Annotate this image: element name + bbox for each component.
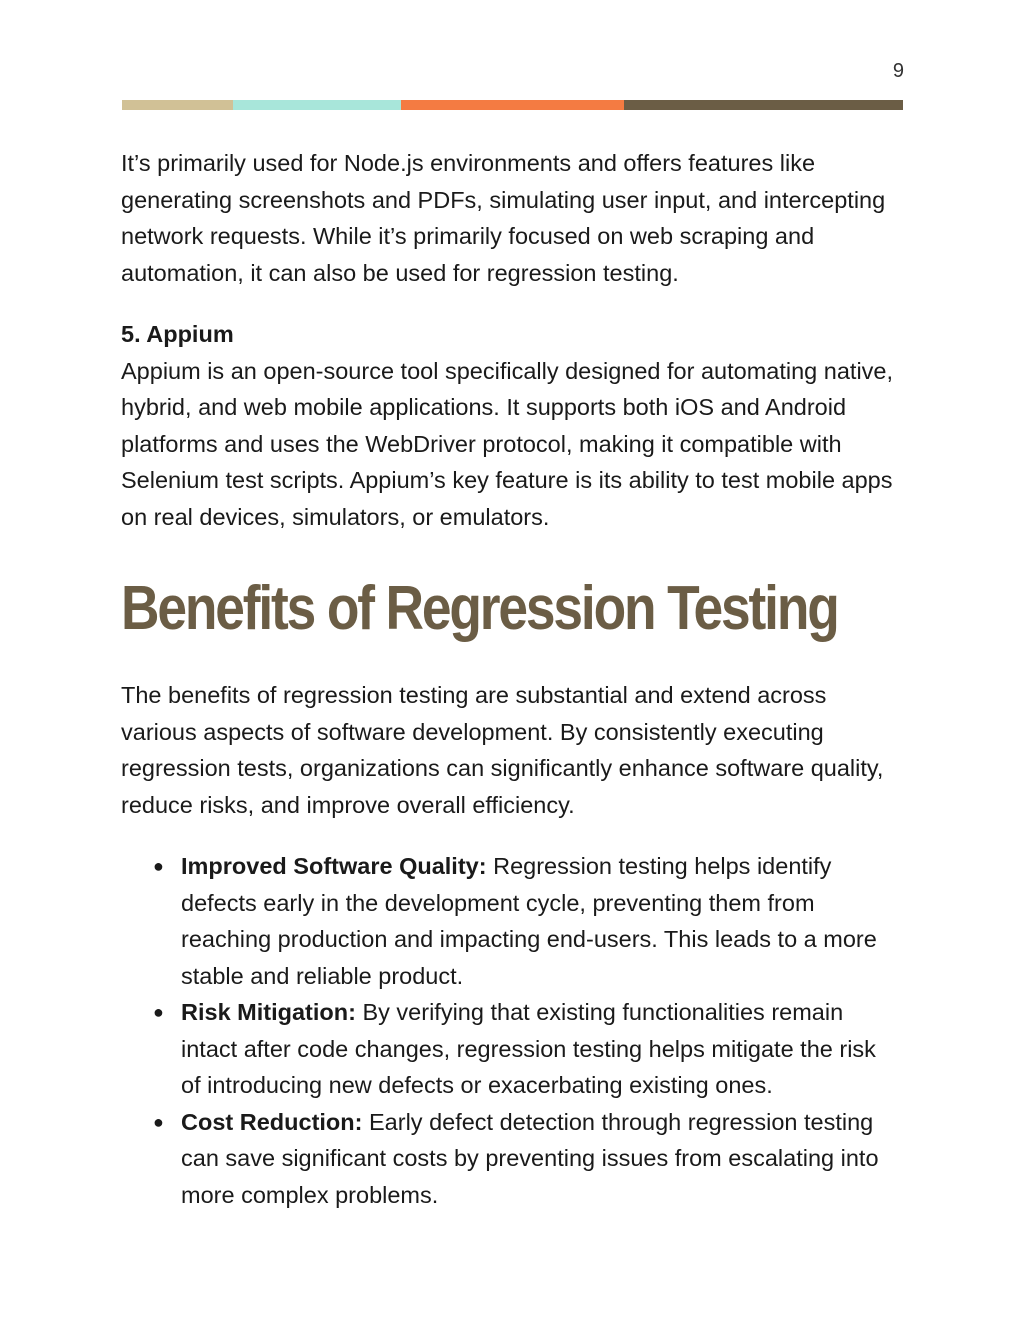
list-item (121, 848, 901, 994)
benefit-description: Early defect detection through regression testing can save significant costs by preventing issues from escalating into more complex problems. (181, 1108, 879, 1208)
appium-heading: 5. Appium (121, 321, 234, 347)
benefits-list (121, 848, 901, 1213)
page-content (121, 145, 901, 1213)
color-bar-segment-brown (624, 100, 903, 110)
benefit-description: Regression testing helps identify defects early in the development cycle, preventing them from reaching production and impacting end-users. This leads to a more stable and reliable product. (181, 853, 877, 989)
benefit-term: Risk Mitigation: (181, 999, 356, 1025)
decorative-color-bar (122, 100, 903, 110)
color-bar-segment-tan (122, 100, 233, 110)
color-bar-segment-orange (401, 100, 624, 110)
benefits-intro-paragraph: The benefits of regression testing are substantial and extend across various aspects of software development. By consistently executing regression tests, organizations can significantly enhance software quality, reduce risks, and improve overall efficiency. (121, 682, 884, 818)
page-number: 9 (892, 60, 904, 82)
benefit-term: Improved Software Quality: (181, 853, 487, 879)
bullet-icon: ● (153, 1111, 164, 1132)
intro-paragraph: It’s primarily used for Node.js environments and offers features like generating screenshots and PDFs, simulating user input, and intercepting network requests. While it’s primarily focused on web scraping and automation, it can also be used for regression testing. (121, 150, 886, 286)
benefits-heading: Benefits of Regression Testing (121, 574, 838, 643)
bullet-icon: ● (153, 856, 164, 876)
list-item (121, 1104, 901, 1214)
bullet-icon: ● (153, 1002, 164, 1022)
benefit-term: Cost Reduction: (181, 1108, 363, 1135)
list-item (121, 994, 901, 1104)
appium-paragraph: Appium is an open-source tool specifically designed for automating native, hybrid, and web mobile applications. It supports both iOS and Android platforms and uses the WebDriver protocol, making it compatible with Selenium test scripts. Appium’s key feature is its ability to test mobile apps on real devices, simulators, or emulators. (121, 357, 894, 530)
benefit-description: By verifying that existing functionalities remain intact after code changes, regression testing helps mitigate the risk of introducing new defects or exacerbating existing ones. (181, 999, 876, 1098)
color-bar-segment-mint (233, 100, 401, 110)
